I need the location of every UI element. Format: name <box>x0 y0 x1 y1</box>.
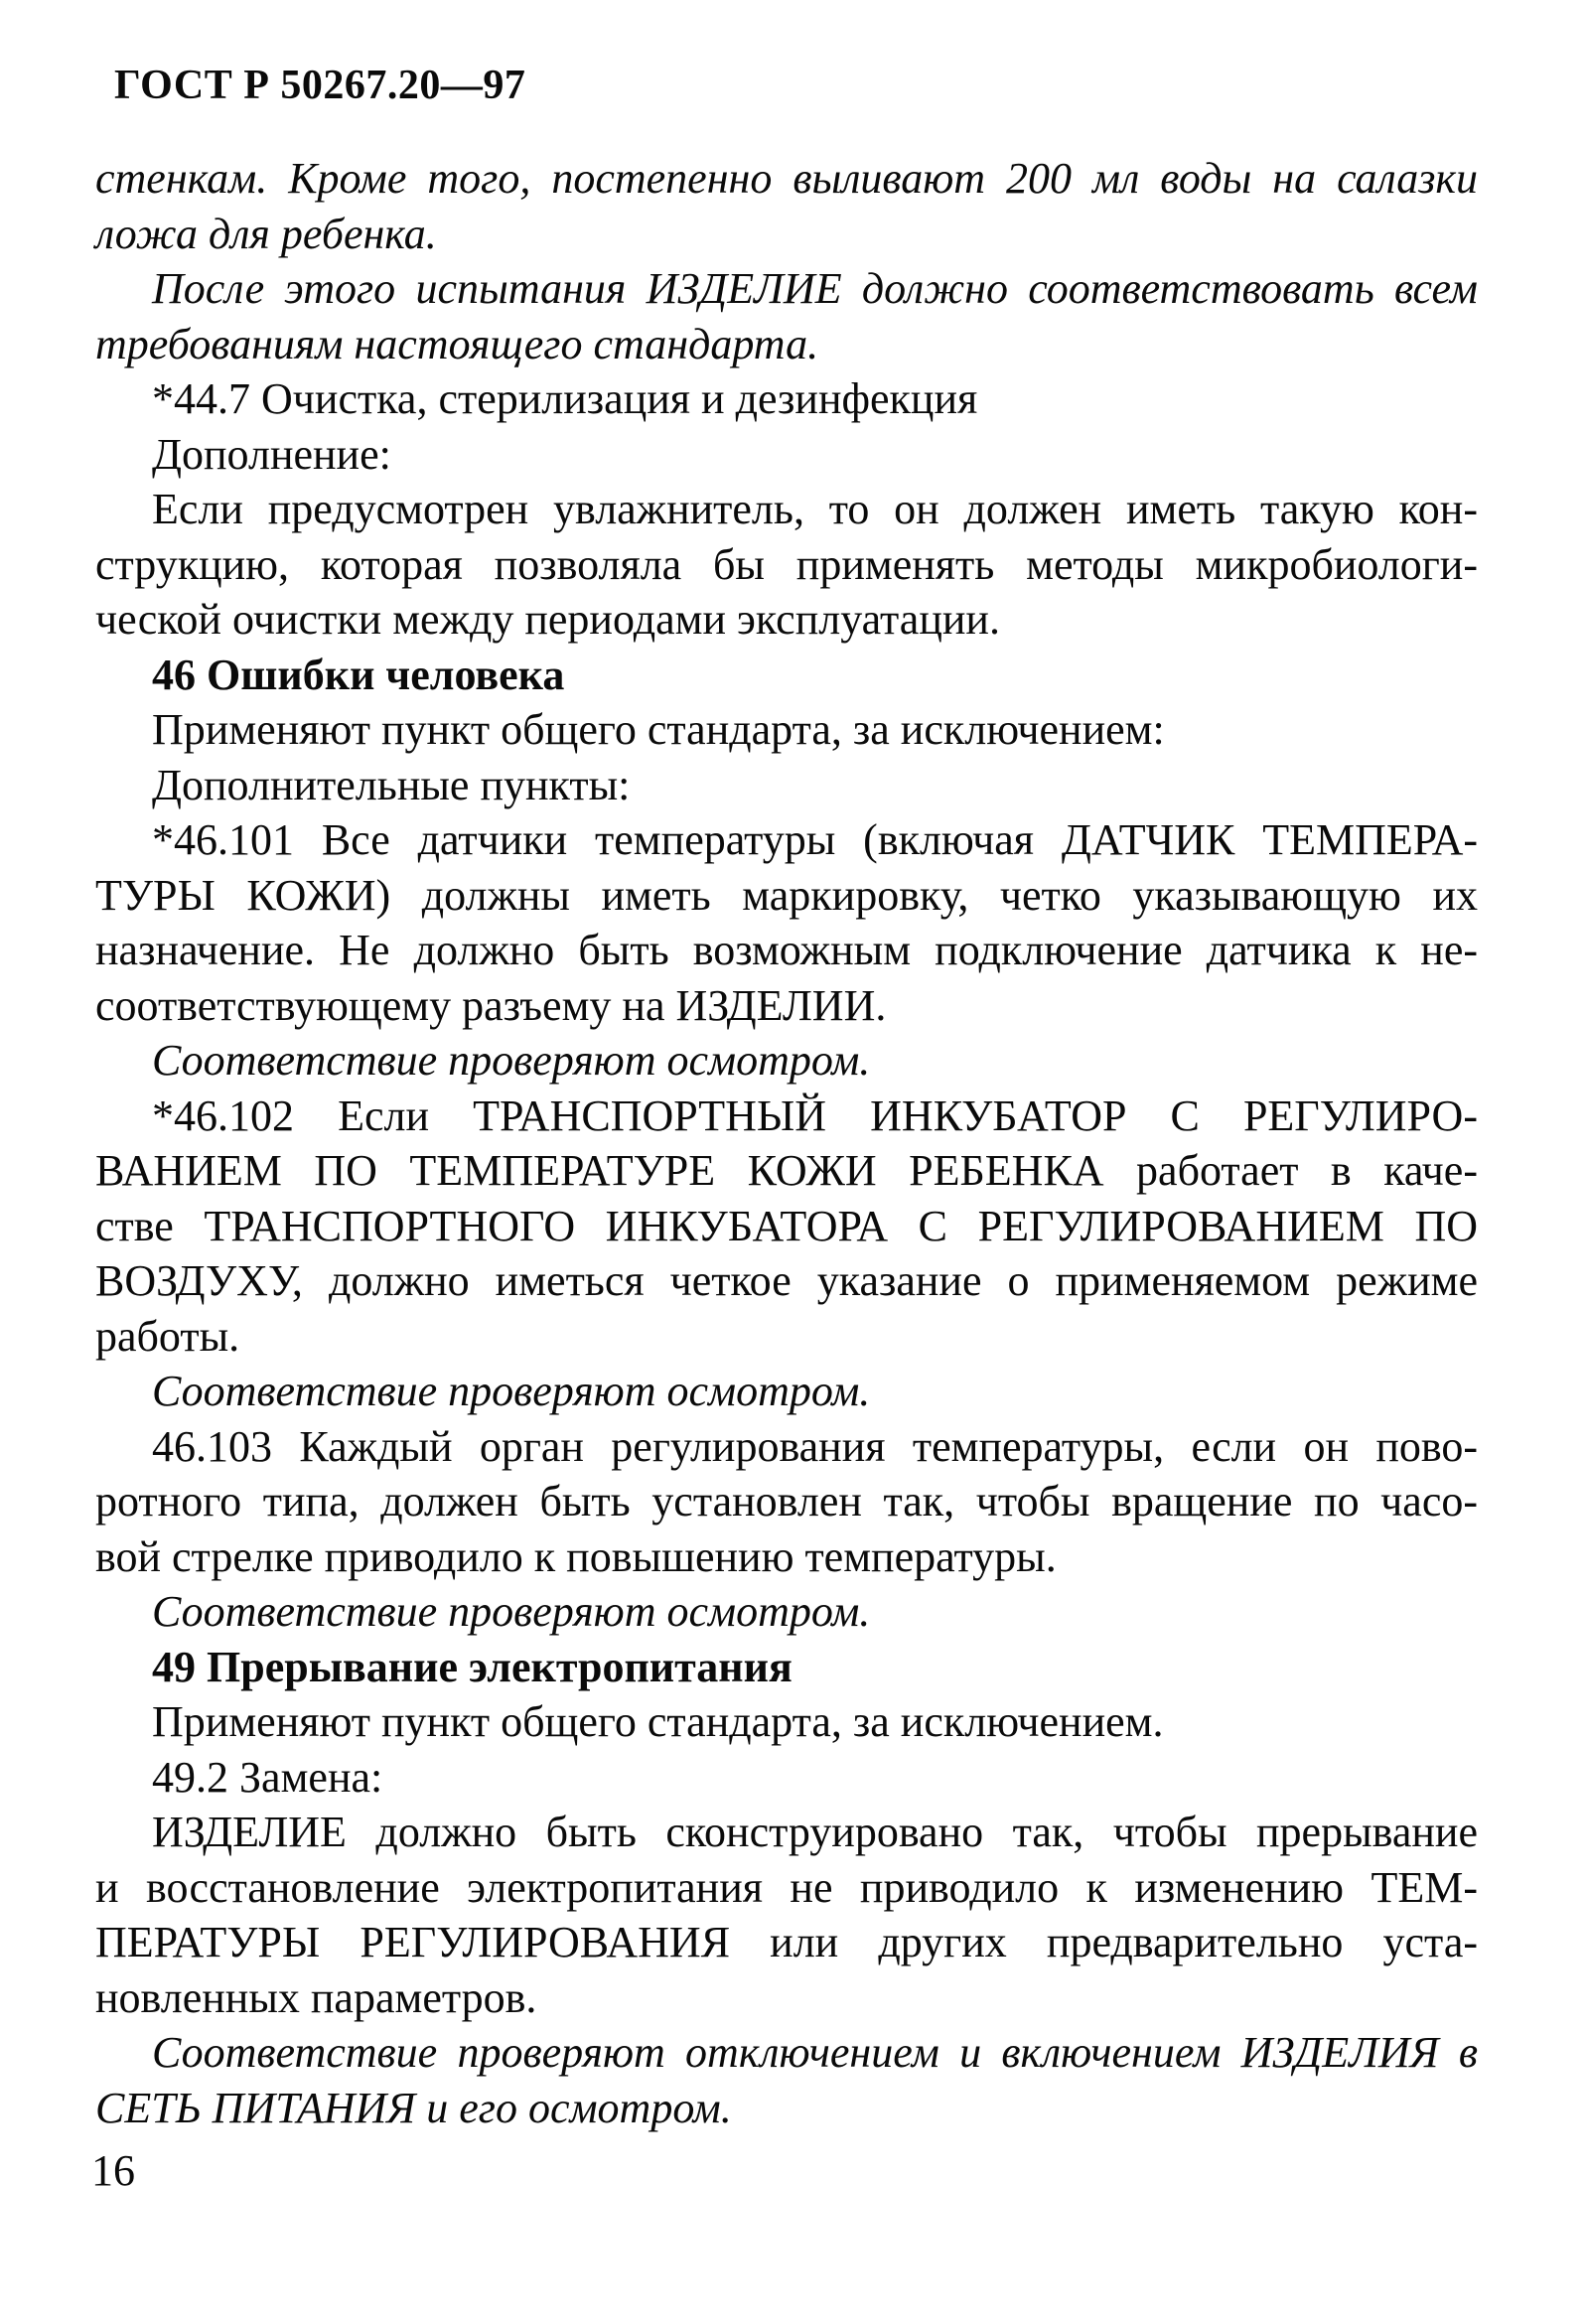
text-line: стве ТРАНСПОРТНОГО ИНКУБАТОРА С РЕГУЛИРОВАНИЕМ ПО <box>95 1201 1478 1250</box>
text-line: После этого испытания ИЗДЕЛИЕ должно соответствовать всем <box>152 264 1478 313</box>
text-line: стенкам. Кроме того, постепенно выливают 200 мл воды на салазки <box>95 154 1478 203</box>
text-line: Дополнение: <box>152 429 391 479</box>
text-line: вой стрелке приводило к повышению температуры. <box>95 1531 1057 1581</box>
text-line: требованиям настоящего стандарта. <box>95 319 819 368</box>
text-line: ПЕРАТУРЫ РЕГУЛИРОВАНИЯ или других предварительно уста- <box>95 1918 1478 1966</box>
text-line: ВАНИЕМ ПО ТЕМПЕРАТУРЕ КОЖИ РЕБЕНКА работает в каче- <box>95 1146 1478 1195</box>
text-line: СЕТЬ ПИТАНИЯ и его осмотром. <box>95 2083 732 2132</box>
text-line: *44.7 Очистка, стерилизация и дезинфекция <box>152 374 978 423</box>
text-line: 49 Прерывание электропитания <box>152 1642 793 1691</box>
body-text <box>95 151 1478 2135</box>
text-line: Соответствие проверяют осмотром. <box>152 1367 871 1415</box>
text-line: ИЗДЕЛИЕ должно быть сконструировано так, чтобы прерывание <box>152 1808 1478 1856</box>
text-line: и восстановление электропитания не приводило к изменению ТЕМ- <box>95 1862 1478 1912</box>
text-line: работы. <box>95 1311 240 1361</box>
text-line: ротного типа, должен быть установлен так, чтобы вращение по часо- <box>95 1477 1478 1525</box>
text-line: Если предусмотрен увлажнитель, то он должен иметь такую кон- <box>152 485 1478 533</box>
text-line: *46.102 Если ТРАНСПОРТНЫЙ ИНКУБАТОР С РЕГУЛИРО- <box>152 1090 1478 1140</box>
text-line: Соответствие проверяют отключением и включением ИЗДЕЛИЯ в <box>152 2028 1478 2077</box>
text-line: 46.103 Каждый орган регулирования температуры, если он пово- <box>152 1421 1478 1471</box>
text-line: ческой очистки между периодами эксплуатации. <box>95 595 1000 644</box>
text-line: Применяют пункт общего стандарта, за исключением: <box>152 705 1165 754</box>
text-line: 46 Ошибки человека <box>152 650 565 699</box>
text-line: Дополнительные пункты: <box>152 760 631 809</box>
text-line: назначение. Не должно быть возможным подключение датчика к не- <box>95 926 1478 974</box>
text-line: ВОЗДУХУ, должно иметься четкое указание о применяемом режиме <box>95 1256 1478 1305</box>
text-line: Соответствие проверяют осмотром. <box>152 1587 871 1636</box>
text-line: ТУРЫ КОЖИ) должны иметь маркировку, четко указывающую их <box>95 870 1478 920</box>
text-line: струкцию, которая позволяла бы применять методы микробиологи- <box>95 539 1478 589</box>
text-line: соответствующему разъему на ИЗДЕЛИИ. <box>95 980 887 1030</box>
text-line: 49.2 Замена: <box>152 1752 383 1802</box>
page-number: 16 <box>91 2146 135 2195</box>
text-line: Применяют пункт общего стандарта, за исключением. <box>152 1697 1164 1746</box>
text-line: ложа для ребенка. <box>95 209 437 258</box>
page-header: ГОСТ Р 50267.20—97 <box>114 63 526 108</box>
text-line: новленных параметров. <box>95 1972 537 2022</box>
text-line: Соответствие проверяют осмотром. <box>152 1036 871 1085</box>
text-line: *46.101 Все датчики температуры (включая ДАТЧИК ТЕМПЕРА- <box>152 815 1478 864</box>
